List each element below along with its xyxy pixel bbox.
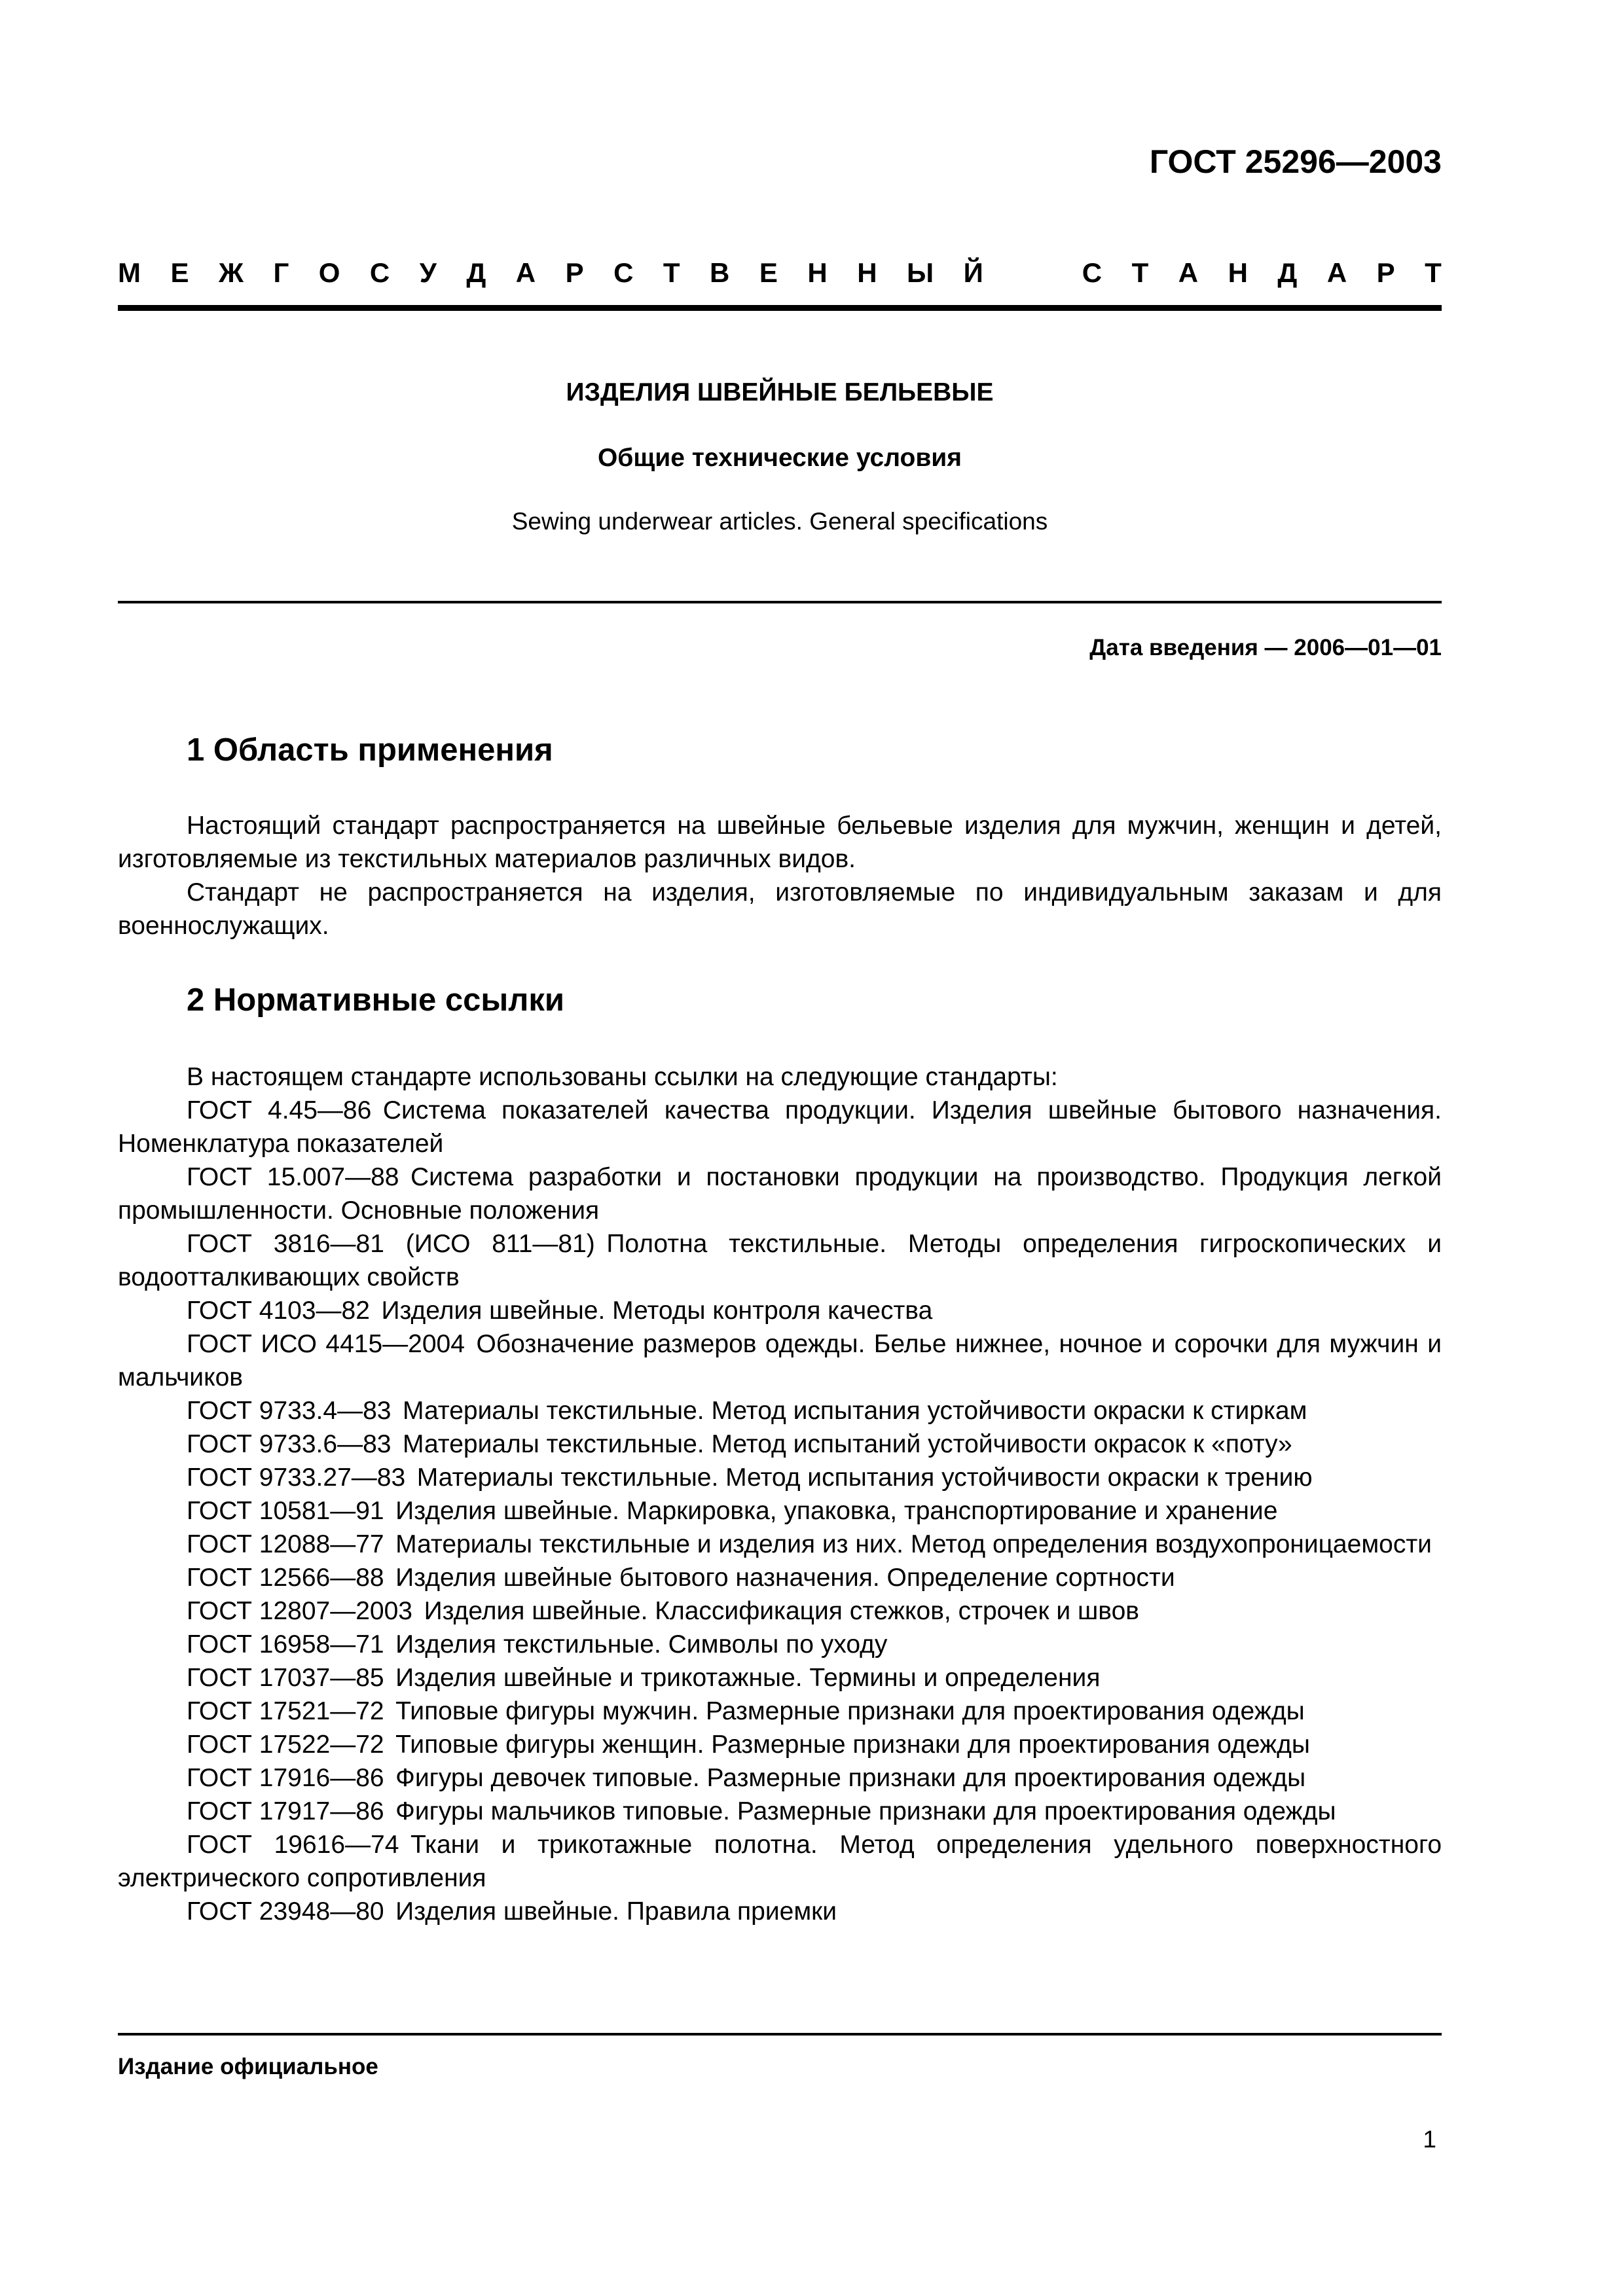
reference-code: ГОСТ 4103—82 — [187, 1297, 370, 1325]
reference-item — [118, 1494, 1442, 1528]
reference-item — [118, 1828, 1442, 1895]
reference-title: Система показателей качества продукции. Изделия швейные бытового назначения. Номенклатура показателей — [118, 1096, 1442, 1158]
banner-letter: Д — [466, 257, 486, 288]
reference-title: Типовые фигуры мужчин. Размерные признаки для проектирования одежды — [395, 1697, 1305, 1725]
reference-code: ГОСТ 16958—71 — [187, 1630, 384, 1659]
banner-letter: Ж — [218, 257, 244, 288]
banner-letter: Й — [963, 257, 983, 288]
banner-letter: Н — [807, 257, 828, 288]
banner-letter: Н — [1228, 257, 1248, 288]
reference-code: ГОСТ 3816—81 (ИСО 811—81) — [187, 1230, 595, 1258]
reference-item — [118, 1594, 1442, 1628]
reference-title: Материалы текстильные. Метод испытаний устойчивости окрасок к «поту» — [403, 1430, 1292, 1458]
banner-letter: С — [613, 257, 634, 288]
section-1-body — [118, 809, 1442, 942]
reference-title: Материалы текстильные. Метод испытания устойчивости окраски к стиркам — [403, 1397, 1307, 1425]
document-subtitle: Общие технические условия — [597, 444, 962, 472]
banner-letter: У — [419, 257, 437, 288]
standard-number: ГОСТ 25296—2003 — [1149, 143, 1442, 180]
reference-item — [118, 1294, 1442, 1327]
reference-code: ГОСТ 12088—77 — [187, 1530, 384, 1558]
interstate-standard-banner — [118, 259, 1442, 287]
reference-title: Изделия швейные. Правила приемки — [395, 1897, 837, 1926]
banner-letter: Т — [663, 257, 680, 288]
reference-item — [118, 1160, 1442, 1227]
reference-code: ГОСТ 17521—72 — [187, 1697, 384, 1725]
reference-code: ГОСТ 17917—86 — [187, 1797, 384, 1825]
references-intro: В настоящем стандарте использованы ссылки на следующие стандарты: — [187, 1063, 1058, 1091]
header-rule — [118, 305, 1442, 311]
banner-letter: Е — [759, 257, 778, 288]
reference-code: ГОСТ 4.45—86 — [187, 1096, 372, 1124]
reference-title: Материалы текстильные. Метод испытания устойчивости окраски к трению — [416, 1463, 1313, 1492]
reference-item — [118, 1561, 1442, 1594]
banner-gap — [1013, 259, 1052, 287]
reference-item — [118, 1761, 1442, 1795]
section-1-paragraph-1: Настоящий стандарт распространяется на швейные бельевые изделия для мужчин, женщин и детей, изготовляемые из текстильных материалов различных видов. — [118, 812, 1442, 873]
title-rule — [118, 601, 1442, 603]
banner-letter: Е — [170, 257, 189, 288]
banner-letter: С — [369, 257, 390, 288]
reference-title: Изделия швейные. Маркировка, упаковка, транспортирование и хранение — [395, 1497, 1278, 1525]
banner-letter: М — [118, 257, 141, 288]
reference-title: Изделия текстильные. Символы по уходу — [395, 1630, 888, 1659]
banner-letter: Т — [1131, 257, 1149, 288]
section-2-heading: 2 Нормативные ссылки — [187, 982, 564, 1018]
reference-item — [118, 1695, 1442, 1728]
reference-title: Система разработки и постановки продукции на производство. Продукция легкой промышленности. Основные положения — [118, 1163, 1442, 1225]
banner-letter: Н — [857, 257, 877, 288]
banner-letter: А — [1326, 257, 1347, 288]
reference-item — [118, 1795, 1442, 1828]
reference-code: ГОСТ 9733.27—83 — [187, 1463, 406, 1492]
reference-code: ГОСТ ИСО 4415—2004 — [187, 1330, 465, 1358]
official-edition-label: Издание официальное — [118, 2054, 378, 2079]
reference-item — [118, 1427, 1442, 1461]
reference-title: Фигуры девочек типовые. Размерные признаки для проектирования одежды — [395, 1764, 1306, 1792]
reference-item — [118, 1895, 1442, 1928]
banner-letter: Т — [1425, 257, 1442, 288]
reference-title: Изделия швейные и трикотажные. Термины и определения — [395, 1664, 1101, 1692]
banner-letter: Ы — [907, 257, 934, 288]
reference-item — [118, 1094, 1442, 1160]
reference-title: Материалы текстильные и изделия из них. Метод определения воздухопроницаемости — [395, 1530, 1432, 1558]
reference-item — [118, 1528, 1442, 1561]
banner-letter: А — [1178, 257, 1199, 288]
reference-code: ГОСТ 12807—2003 — [187, 1597, 413, 1625]
banner-letter: А — [515, 257, 536, 288]
banner-letter: В — [710, 257, 730, 288]
reference-title: Изделия швейные. Методы контроля качества — [381, 1297, 933, 1325]
banner-letter: Р — [565, 257, 584, 288]
reference-code: ГОСТ 15.007—88 — [187, 1163, 399, 1191]
reference-title: Фигуры мальчиков типовые. Размерные признаки для проектирования одежды — [395, 1797, 1336, 1825]
reference-item — [118, 1628, 1442, 1661]
reference-title: Полотна текстильные. Методы определения гигроскопических и водоотталкивающих свойств — [118, 1230, 1442, 1291]
banner-letter: Р — [1376, 257, 1395, 288]
reference-title: Изделия швейные бытового назначения. Определение сортности — [395, 1564, 1175, 1592]
reference-list — [118, 1094, 1442, 1928]
reference-title: Обозначение размеров одежды. Белье нижнее, ночное и сорочки для мужчин и мальчиков — [118, 1330, 1442, 1391]
page-number: 1 — [1423, 2126, 1436, 2153]
reference-title: Изделия швейные. Классификация стежков, строчек и швов — [424, 1597, 1139, 1625]
reference-code: ГОСТ 17522—72 — [187, 1731, 384, 1759]
reference-title: Ткани и трикотажные полотна. Метод определения удельного поверхностного электрического сопротивления — [118, 1831, 1442, 1892]
normative-references — [118, 1060, 1442, 1928]
document-title: ИЗДЕЛИЯ ШВЕЙНЫЕ БЕЛЬЕВЫЕ — [566, 378, 994, 406]
reference-item — [118, 1227, 1442, 1294]
section-1-heading: 1 Область применения — [187, 732, 553, 768]
document-title-english: Sewing underwear articles. General specifications — [511, 508, 1048, 535]
reference-code: ГОСТ 12566—88 — [187, 1564, 384, 1592]
reference-title: Типовые фигуры женщин. Размерные признаки для проектирования одежды — [395, 1731, 1310, 1759]
reference-item — [118, 1728, 1442, 1761]
reference-code: ГОСТ 19616—74 — [187, 1831, 399, 1859]
footer-rule — [118, 2033, 1442, 2036]
reference-code: ГОСТ 17037—85 — [187, 1664, 384, 1692]
reference-item — [118, 1327, 1442, 1394]
reference-code: ГОСТ 9733.6—83 — [187, 1430, 392, 1458]
banner-letter: Д — [1277, 257, 1298, 288]
banner-letter: О — [318, 257, 340, 288]
reference-item — [118, 1461, 1442, 1494]
reference-code: ГОСТ 23948—80 — [187, 1897, 384, 1926]
banner-letter: Г — [273, 257, 289, 288]
section-1-paragraph-2: Стандарт не распространяется на изделия, изготовляемые по индивидуальным заказам и для военнослужащих. — [118, 878, 1442, 940]
introduction-date: Дата введения — 2006—01—01 — [1089, 635, 1442, 660]
reference-code: ГОСТ 10581—91 — [187, 1497, 384, 1525]
banner-letter: С — [1082, 257, 1103, 288]
reference-code: ГОСТ 9733.4—83 — [187, 1397, 392, 1425]
reference-item — [118, 1661, 1442, 1695]
reference-code: ГОСТ 17916—86 — [187, 1764, 384, 1792]
reference-item — [118, 1394, 1442, 1427]
